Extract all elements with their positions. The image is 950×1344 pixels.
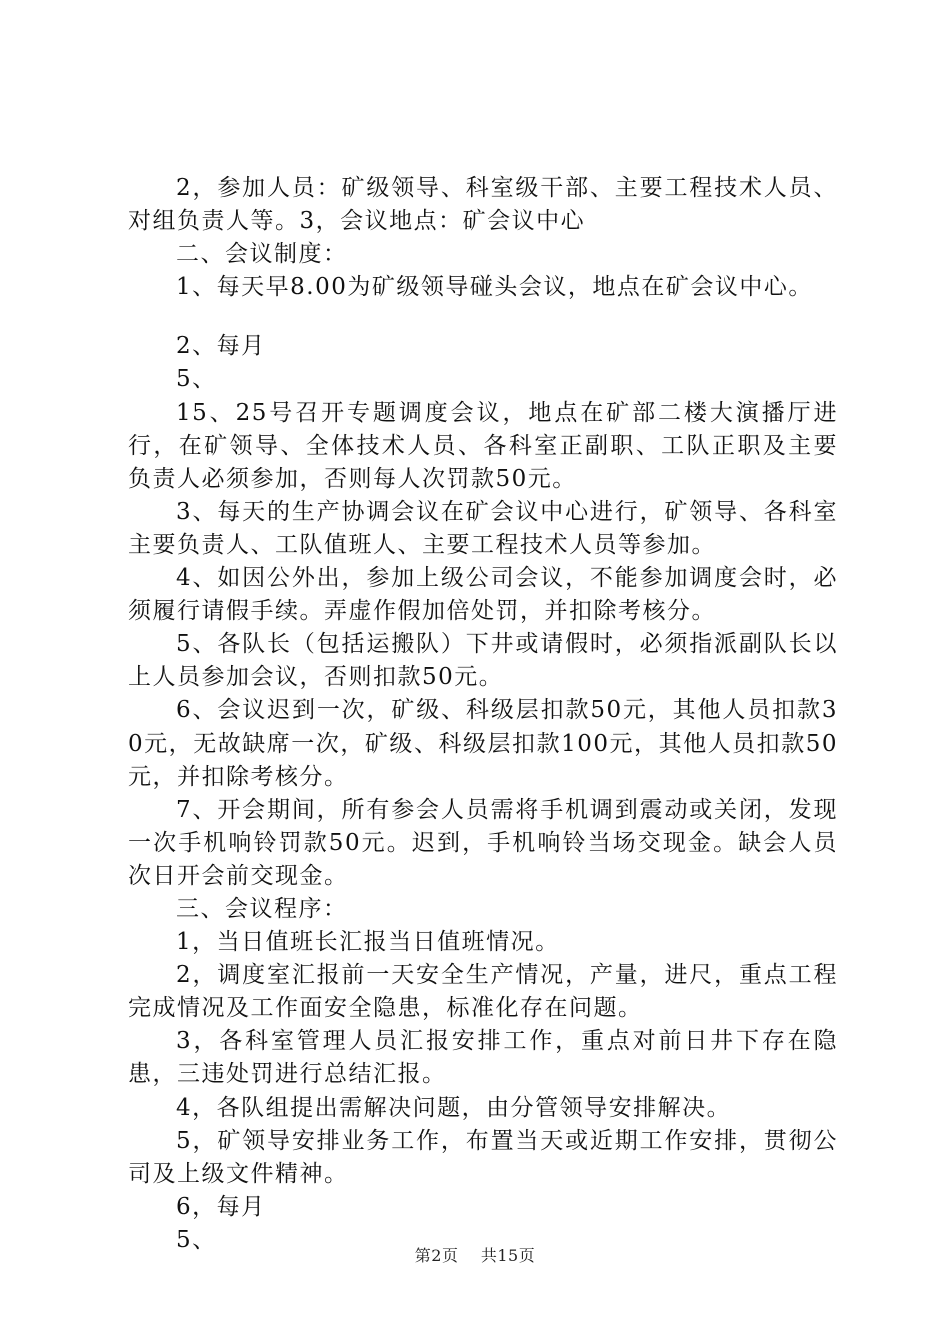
paragraph-procedure-1: 1，当日值班长汇报当日值班情况。 [176,929,560,956]
paragraph-procedure-6-date: 5、 [176,1226,217,1253]
paragraph-procedure-3: 3，各科室管理人员汇报安排工作，重点对前日井下存在隐患，三违处罚进行总结汇报。 [128,1028,838,1088]
page-number: 第2页 [414,1246,459,1265]
paragraph-rule-1: 1、每天早8.00为矿级领导碰头会议，地点在矿会议中心。 [176,274,813,301]
paragraph-rule-2-date: 5、 [176,366,217,393]
section-heading-meeting-procedure: 三、会议程序： [176,895,348,922]
document-body [128,172,838,1257]
paragraph-procedure-6: 6，每月 [176,1193,266,1220]
paragraph-rule-6: 6、会议迟到一次，矿级、科级层扣款50元，其他人员扣款30元，无故缺席一次，矿级、科级层扣款100元，其他人员扣款50元，并扣除考核分。 [128,697,838,790]
paragraph-rule-2: 2、每月 [176,333,266,360]
paragraph-rule-7: 7、开会期间，所有参会人员需将手机调到震动或关闭，发现一次手机响铃罚款50元。迟到，手机响铃当场交现金。缺会人员次日开会前交现金。 [128,796,838,889]
page-footer [0,1243,950,1266]
paragraph-rule-4: 4、如因公外出，参加上级公司会议，不能参加调度会时，必须履行请假手续。弄虚作假加倍处罚，并扣除考核分。 [128,565,838,625]
page-total: 共15页 [480,1246,536,1265]
paragraph-procedure-2: 2，调度室汇报前一天安全生产情况，产量，进尺，重点工程完成情况及工作面安全隐患，标准化存在问题。 [128,962,838,1022]
paragraph-rule-2-detail: 15、25号召开专题调度会议，地点在矿部二楼大演播厅进行，在矿领导、全体技术人员、各科室正副职、工队正职及主要负责人必须参加，否则每人次罚款50元。 [128,399,838,492]
section-heading-meeting-rules: 二、会议制度： [176,241,348,268]
footer-spacer [464,1246,475,1265]
paragraph-procedure-4: 4，各队组提出需解决问题，由分管领导安排解决。 [176,1094,732,1121]
paragraph-procedure-5: 5，矿领导安排业务工作，布置当天或近期工作安排，贯彻公司及上级文件精神。 [128,1127,838,1187]
paragraph-rule-3: 3、每天的生产协调会议在矿会议中心进行，矿领导、各科室主要负责人、工队值班人、主要工程技术人员等参加。 [128,498,838,558]
paragraph-rule-5: 5、各队长（包括运搬队）下井或请假时，必须指派副队长以上人员参加会议，否则扣款50元。 [128,631,838,691]
paragraph-participants: 2，参加人员：矿级领导、科室级干部、主要工程技术人员、对组负责人等。3，会议地点：矿会议中心 [128,175,838,235]
